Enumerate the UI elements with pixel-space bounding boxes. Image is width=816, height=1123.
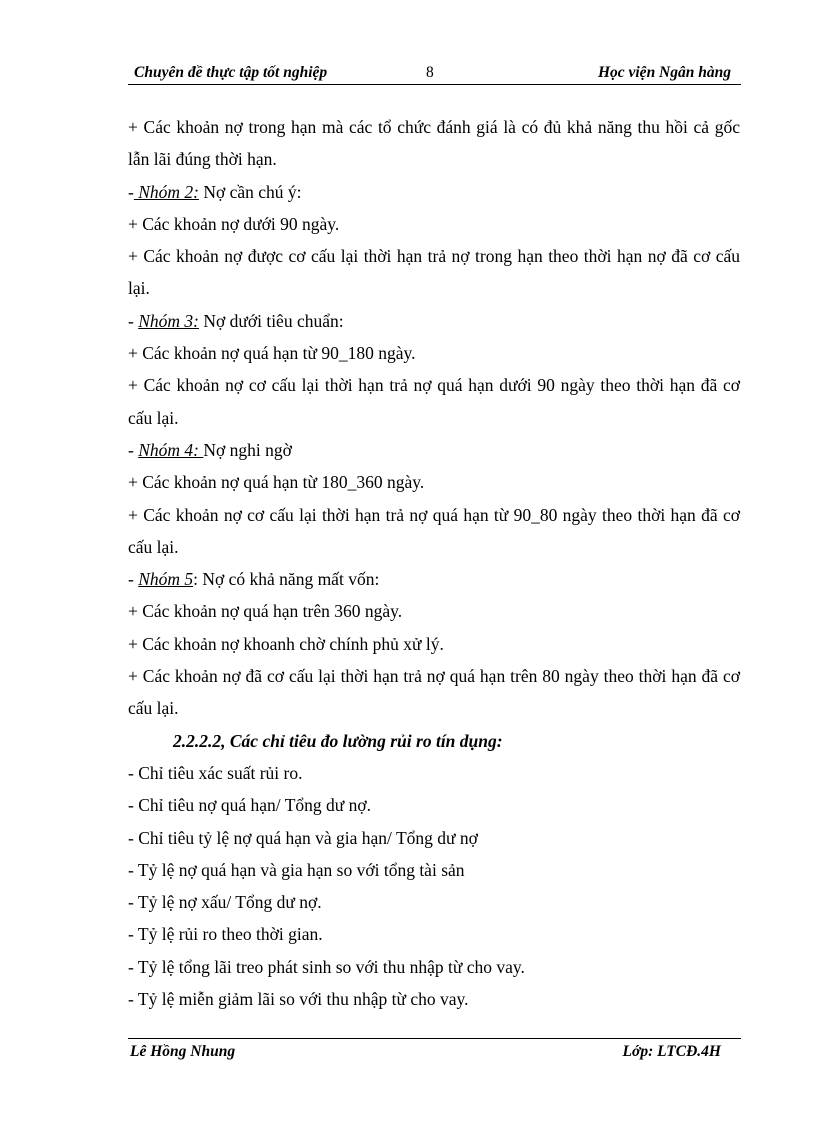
section-heading: 2.2.2.2, Các chỉ tiêu đo lường rủi ro tín dụng: [173,730,503,751]
paragraph-group1-item: + Các khoản nợ trong hạn mà các tổ chức đánh giá là có đủ khả năng thu hồi cả gốc lẫn lãi đúng thời hạn. [128,117,740,170]
group3-text: Nợ dưới tiêu chuẩn: [198,310,344,331]
group2-prefix: - [128,181,134,202]
indicator-item: - Tỷ lệ tổng lãi treo phát sinh so với thu nhập từ cho vay. [128,956,525,977]
group2-label: Nhóm 2: [133,181,199,202]
group5-label: Nhóm 5 [138,569,194,590]
group2-text: Nợ cần chú ý: [198,181,302,202]
group5-prefix: - [128,569,139,590]
group5-item-1: + Các khoản nợ quá hạn trên 360 ngày. [128,601,403,622]
group5-text: : Nợ có khả năng mất vốn: [193,569,380,590]
page-body [128,111,740,1015]
indicator-item: - Tỷ lệ rủi ro theo thời gian. [128,924,323,945]
group2-item-2: + Các khoản nợ được cơ cấu lại thời hạn trả nợ trong hạn theo thời hạn nợ đã cơ cấu lại. [128,246,740,299]
header-institution: Học viện Ngân hàng [597,64,731,81]
header-document-title: Chuyên đề thực tập tốt nghiệp [134,64,328,81]
indicator-item: - Chỉ tiêu xác suất rủi ro. [128,762,303,783]
group5-item-2: + Các khoản nợ khoanh chờ chính phủ xử lý. [128,633,444,654]
group4-label: Nhóm 4: [138,439,204,460]
group2-heading [128,176,740,208]
group5-heading [128,563,740,595]
group5-item-3: + Các khoản nợ đã cơ cấu lại thời hạn trả nợ quá hạn trên 80 ngày theo thời hạn đã cơ cấu lại. [128,666,740,719]
page-footer [128,1038,741,1060]
indicator-item: - Chỉ tiêu nợ quá hạn/ Tổng dư nợ. [128,795,371,816]
group4-item-1: + Các khoản nợ quá hạn từ 180_360 ngày. [128,472,425,493]
group4-prefix: - [128,439,139,460]
footer-class: Lớp: LTCĐ.4H [622,1043,721,1060]
header-page-number: 8 [426,64,434,81]
group2-item-1: + Các khoản nợ dưới 90 ngày. [128,213,340,234]
indicator-item: - Tỷ lệ nợ quá hạn và gia hạn so với tổng tài sản [128,859,465,880]
group4-item-2: + Các khoản nợ cơ cấu lại thời hạn trả nợ quá hạn từ 90_80 ngày theo thời hạn đã cơ cấu lại. [128,504,740,557]
group4-text: Nợ nghi ngờ [203,439,292,460]
group3-heading [128,305,740,337]
indicator-item: - Tỷ lệ miễn giảm lãi so với thu nhập từ cho vay. [128,989,469,1010]
indicator-item: - Tỷ lệ nợ xấu/ Tổng dư nợ. [128,892,322,913]
group3-prefix: - [128,310,139,331]
footer-author: Lê Hồng Nhung [130,1043,236,1060]
page-header [128,62,741,85]
group3-item-2: + Các khoản nợ cơ cấu lại thời hạn trả nợ quá hạn dưới 90 ngày theo thời hạn đã cơ cấu lại. [128,375,740,428]
group3-item-1: + Các khoản nợ quá hạn từ 90_180 ngày. [128,343,416,364]
indicator-item: - Chỉ tiêu tỷ lệ nợ quá hạn và gia hạn/ Tổng dư nợ [128,827,478,848]
group3-label: Nhóm 3: [138,310,199,331]
group4-heading [128,434,740,466]
